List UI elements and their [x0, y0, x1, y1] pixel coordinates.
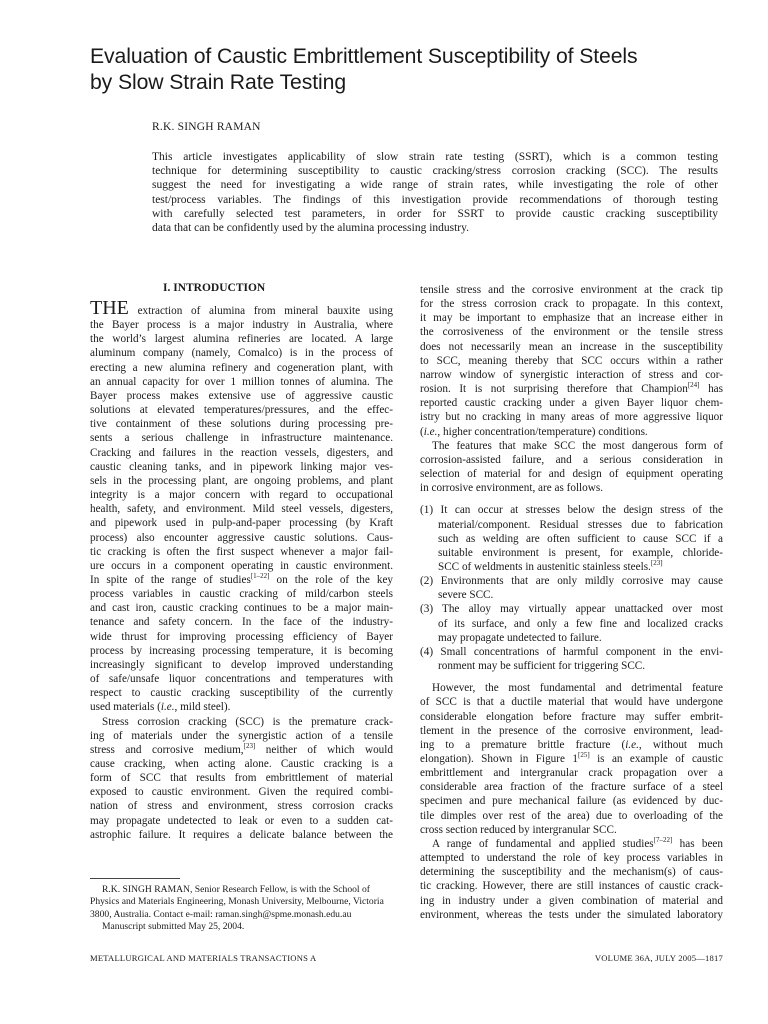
spacer — [420, 673, 723, 681]
list-item: such as welding are often sufficient to cause SCC if a — [438, 532, 723, 545]
text-line: Stress corrosion cracking (SCC) is the premature crack- — [102, 715, 393, 728]
footnote-rule — [90, 878, 180, 879]
text-line: exposed to caustic environment. Given the required combi- — [90, 786, 393, 799]
text-line: selection of material for and design of equipment operating — [420, 468, 723, 481]
text-line: corrosion-assisted failure, and a serious consideration in — [420, 453, 723, 466]
text-line: tenance and safety concern. In the face of the industry- — [90, 616, 393, 629]
italic-text: i.e. — [625, 738, 639, 751]
list-item: ronment may be sufficient for triggering SCC. — [438, 660, 646, 673]
text-fragment: extraction of alumina from mineral bauxite using — [128, 305, 393, 317]
text-line: increasingly significant to develop improved understanding — [90, 658, 393, 671]
text-fragment: used materials ( — [90, 701, 161, 714]
citation-ref: [24] — [687, 381, 700, 390]
text-fragment: , mild steel). — [174, 701, 231, 714]
right-column — [420, 283, 723, 922]
text-line: istry but no cracking in many areas of more aggressive liquor — [420, 411, 723, 424]
list-item: material/component. Residual stresses due to fabrication — [438, 518, 723, 531]
text-line: specimen and pure mechanical failure (as evidenced by duc- — [420, 795, 723, 808]
list-item: (4) Small concentrations of harmful component in the envi- — [420, 645, 723, 658]
list-item: (3) The alloy may virtually appear unattacked over most — [420, 603, 723, 616]
text-line: the world’s largest alumina refineries are located. A large — [90, 333, 393, 346]
title-line-2: by Slow Strain Rate Testing — [90, 71, 346, 94]
text-fragment: ing to a premature brittle fracture ( — [420, 738, 626, 751]
text-line: caustic cleaning tanks, and in pipework linking major ves- — [90, 460, 393, 473]
text-fragment: stress and corrosive medium, — [90, 743, 244, 756]
text-line: the corrosiveness of the environment or the tensile stress — [420, 326, 723, 339]
text-line — [90, 700, 393, 714]
abstract-line: technique for determining susceptibility to caustic cracking/stress corrosion cracking (SCC). The results — [152, 165, 718, 178]
text-line: sels in the processing plant, are ongoing problems, and plant — [90, 474, 393, 487]
citation-ref: [1–22] — [250, 571, 270, 580]
text-line — [420, 837, 723, 851]
text-line: cross section reduced by intergranular SCC. — [420, 823, 617, 836]
text-line: integrity is a major concern with regard to occupational — [90, 489, 393, 502]
text-line: an annual capacity for over 1 million tonnes of alumina. The — [90, 375, 393, 388]
text-fragment: In spite of the range of studies — [90, 573, 251, 586]
list-item: severe SCC. — [438, 589, 494, 602]
text-line: reported caustic cracking under a given Bayer liquor chem- — [420, 397, 723, 410]
text-fragment: A range of fundamental and applied studies — [432, 837, 654, 850]
citation-ref: [23] — [650, 558, 663, 567]
list-item: (1) It can occur at stresses below the design stress of the — [420, 504, 723, 517]
text-line: to SCC, meaning thereby that SCC occurs within a rather — [420, 354, 723, 367]
footnote-line: 3800, Australia. Contact e-mail: raman.singh@spme.monash.edu.au — [90, 908, 352, 920]
text-fragment: has been — [672, 837, 723, 850]
text-fragment: has — [699, 383, 723, 396]
citation-ref: [7–22] — [653, 835, 673, 844]
section-heading-introduction: I. INTRODUCTION — [163, 282, 266, 294]
text-fragment: is an example of caustic — [589, 753, 724, 765]
text-line — [90, 743, 393, 757]
italic-text: i.e. — [423, 425, 438, 438]
text-line: considerable elongation before fracture may suffer embrit- — [420, 710, 723, 723]
text-line: ing of materials under the synergistic action of a tensile — [90, 729, 393, 742]
text-line: and pipework used in pulp-and-paper processing (by Kraft — [90, 517, 393, 530]
text-fragment: neither of which would — [255, 743, 393, 756]
text-line: and cast iron, caustic cracking continues to be a major main- — [90, 602, 393, 615]
text-line — [420, 382, 723, 396]
dropcap: THE — [90, 297, 129, 319]
text-line: narrow window of synergistic interaction of stress and cor- — [420, 368, 723, 381]
text-fragment: ( — [420, 425, 424, 438]
abstract — [152, 150, 718, 235]
text-line: cause cracking, when acting alone. Caustic cracking is a — [90, 758, 393, 770]
text-line: determining the susceptibility and the mechanism(s) of caus- — [420, 866, 723, 879]
list-item: (2) Environments that are only mildly corrosive may cause — [420, 575, 723, 588]
citation-ref: [23] — [243, 741, 256, 750]
text-line: does not necessarily mean an increase in the susceptibility — [420, 340, 723, 353]
text-line: it may be important to emphasize that an increase either in — [420, 312, 723, 325]
text-line: ing in industry under a given combination of material and — [420, 894, 723, 907]
journal-name-footer: METALLURGICAL AND MATERIALS TRANSACTIONS A — [90, 953, 317, 963]
text-line — [420, 752, 723, 766]
text-line: process by increasing processing temperature, it is becoming — [90, 644, 393, 657]
text-line: wide thrust for improving processing efficiency of Bayer — [90, 630, 393, 643]
text-line: However, the most fundamental and detrimental feature — [432, 682, 723, 695]
volume-page-footer: VOLUME 36A, JULY 2005—1817 — [594, 953, 723, 963]
title-line-1: Evaluation of Caustic Embrittlement Susceptibility of Steels — [90, 45, 638, 68]
author-name: R.K. SINGH RAMAN — [152, 121, 261, 133]
author-footnote — [90, 884, 395, 934]
text-line: astrophic failure. It requires a delicate balance between the — [90, 828, 393, 841]
footnote-line: Manuscript submitted May 25, 2004. — [102, 921, 245, 933]
abstract-line: This article investigates applicability of slow strain rate testing (SSRT), which is a common testing — [152, 151, 718, 163]
text-line: ure occurs in a component operating in caustic environment. — [90, 559, 393, 572]
text-line: in corrosive environment, are as follows. — [420, 482, 603, 495]
text-fragment: SCC of weldments in austenitic stainless steels. — [438, 560, 651, 573]
text-line: sents a serious challenge in infrastructure maintenance. — [90, 432, 393, 445]
footnote-line: R.K. SINGH RAMAN, Senior Research Fellow, is with the School of — [102, 884, 370, 895]
text-line — [420, 738, 723, 752]
text-line: tlement in the presence of the corrosive environment, lead- — [420, 724, 723, 737]
text-line: attempted to understand the role of key process variables in — [420, 852, 723, 865]
text-fragment: , higher concentration/temperature) conditions. — [437, 425, 648, 438]
list-item: suitable environment is present, for example, chloride- — [438, 546, 723, 559]
text-line: tic cracking. However, there are still instances of caustic crack- — [420, 880, 723, 893]
left-column — [90, 297, 393, 842]
list-item — [420, 560, 723, 574]
text-line: of SCC is that a ductile material that would have undergone — [420, 696, 723, 709]
text-fragment: , without much — [638, 738, 723, 751]
text-fragment: rosion. It is not surprising therefore that Champion — [420, 383, 688, 396]
text-line — [90, 297, 393, 319]
text-line: erecting a new alumina refinery and cogeneration plant, with — [90, 361, 393, 374]
text-line: Bayer process makes extensive use of aggressive caustic — [90, 389, 393, 402]
text-line: considerable area fraction of the fracture surface of a steel — [420, 781, 723, 794]
text-line: tile dimples over rest of the area) due to overloading of the — [420, 809, 723, 822]
text-line: tensile stress and the corrosive environment at the crack tip — [420, 284, 723, 296]
text-line: form of SCC that results from embrittlement of material — [90, 772, 393, 785]
text-line: embrittlement and intergranular crack propagation over a — [420, 767, 723, 780]
text-line — [420, 425, 723, 439]
text-line — [90, 573, 393, 587]
list-item: may propagate undetected to failure. — [438, 631, 602, 644]
text-line: for the stress corrosion crack to propagate. In this context, — [420, 298, 723, 311]
text-line: health, safety, and environment. Mild steel vessels, digesters, — [90, 503, 393, 516]
text-line: Cracking and failures in the reaction vessels, digesters, and — [90, 446, 393, 459]
abstract-line: data that can be confidently used by the alumina processing industry. — [152, 222, 470, 235]
text-fragment: elongation). Shown in Figure 1 — [420, 753, 578, 765]
text-fragment: on the role of the key — [269, 573, 393, 586]
text-line: tive containment of these solutions during processing pre- — [90, 418, 393, 431]
text-line: nation of stress and environment, stress corrosion cracks — [90, 800, 393, 813]
text-line: solutions at elevated temperatures/pressures, and the effec- — [90, 404, 393, 417]
spacer — [420, 495, 723, 503]
footnote-line: Physics and Materials Engineering, Monash University, Melbourne, Victoria — [90, 896, 384, 908]
abstract-line: test/process variables. The findings of this investigation provide recommendations of thorough testing — [152, 193, 718, 206]
text-line: process) also encounter aggressive caustic solutions. Caus- — [90, 531, 393, 544]
text-line: the Bayer process is a major industry in Australia, where — [90, 319, 393, 332]
text-line: environment, whereas the tests under the simulated laboratory — [420, 908, 723, 921]
citation-ref: [25] — [577, 751, 590, 759]
article-title — [90, 44, 730, 96]
text-line: of safe/unsafe liquor concentrations and temperatures with — [90, 673, 393, 686]
list-item: of its surface, and only a few fine and localized cracks — [438, 617, 723, 630]
abstract-line: with carefully selected test parameters, in order for SSRT to provide caustic cracking susceptibility — [152, 207, 718, 220]
text-line: process variables in caustic cracking of mild/carbon steels — [90, 588, 393, 601]
text-line: respect to caustic cracking susceptibility of the currently — [90, 687, 393, 700]
italic-text: i.e. — [160, 701, 175, 714]
text-line: tic cracking is often the first suspect whenever a major fail- — [90, 545, 393, 558]
abstract-line: suggest the need for investigating a wide range of strain rates, while investigating the role of other — [152, 179, 718, 192]
text-line: may propagate undetected to leak or even to a sudden cat- — [90, 814, 393, 827]
text-line: The features that make SCC the most dangerous form of — [432, 439, 723, 452]
text-line: aluminum company (namely, Comalco) is in the process of — [90, 347, 393, 360]
